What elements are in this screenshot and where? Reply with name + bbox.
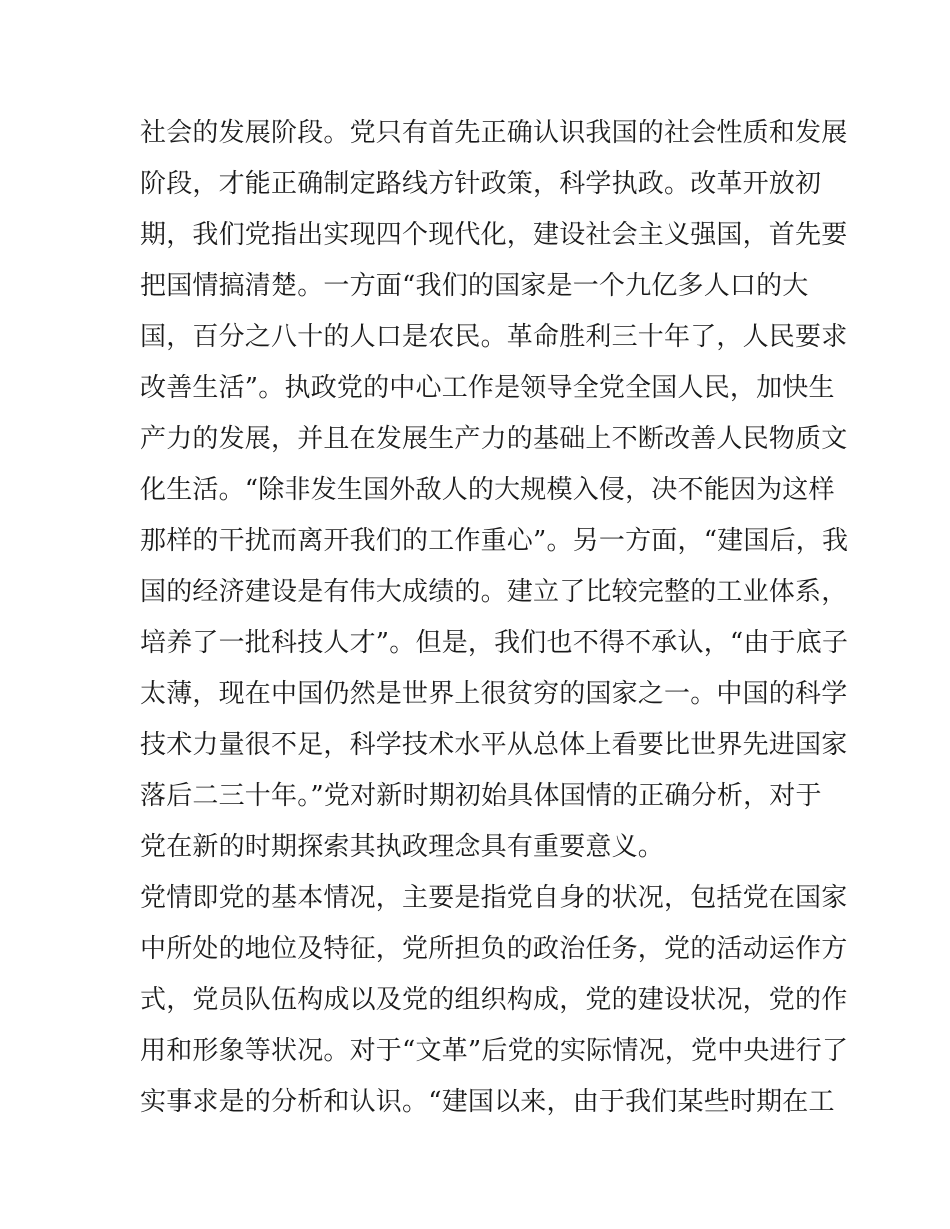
text-line: 党在新的时期探索其执政理念具有重要意义。 — [140, 832, 665, 862]
text-line: 国，百分之八十的人口是农民。革命胜利三十年了，人民要求 — [140, 322, 848, 352]
text-line: 式，党员队伍构成以及党的组织构成，党的建设状况，党的作 — [140, 985, 848, 1015]
text-line: 太薄，现在中国仍然是世界上很贫穷的国家之一。中国的科学 — [140, 679, 848, 709]
text-line: 落后二三十年。”党对新时期初始具体国情的正确分析，对于 — [140, 781, 822, 811]
text-line: 党情即党的基本情况，主要是指党自身的状况，包括党在国家 — [140, 883, 848, 913]
text-line: 那样的干扰而离开我们的工作重心”。另一方面，“建国后，我 — [140, 526, 849, 556]
text-line: 阶段，才能正确制定路线方针政策，科学执政。改革开放初 — [140, 169, 822, 199]
text-line: 把国情搞清楚。一方面“我们的国家是一个九亿多人口的大 — [140, 271, 809, 301]
text-line: 改善生活”。执政党的中心工作是领导全党全国人民，加快生 — [140, 373, 835, 403]
text-line: 社会的发展阶段。党只有首先正确认识我国的社会性质和发展 — [140, 118, 848, 148]
text-line: 中所处的地位及特征，党所担负的政治任务，党的活动运作方 — [140, 934, 848, 964]
text-line: 技术力量很不足，科学技术水平从总体上看要比世界先进国家 — [140, 730, 848, 760]
text-line: 国的经济建设是有伟大成绩的。建立了比较完整的工业体系， — [140, 577, 848, 607]
text-line: 化生活。“除非发生国外敌人的大规模入侵，决不能因为这样 — [140, 475, 835, 505]
text-line: 期，我们党指出实现四个现代化，建设社会主义强国，首先要 — [140, 220, 848, 250]
text-line: 培养了一批科技人才”。但是，我们也不得不承认，“由于底子 — [140, 628, 849, 658]
body-text — [140, 108, 849, 1128]
text-line: 用和形象等状况。对于“文革”后党的实际情况，党中央进行了 — [140, 1036, 849, 1066]
text-line: 产力的发展，并且在发展生产力的基础上不断改善人民物质文 — [140, 424, 848, 454]
text-line: 实事求是的分析和认识。“建国以来，由于我们某些时期在工 — [140, 1087, 835, 1117]
